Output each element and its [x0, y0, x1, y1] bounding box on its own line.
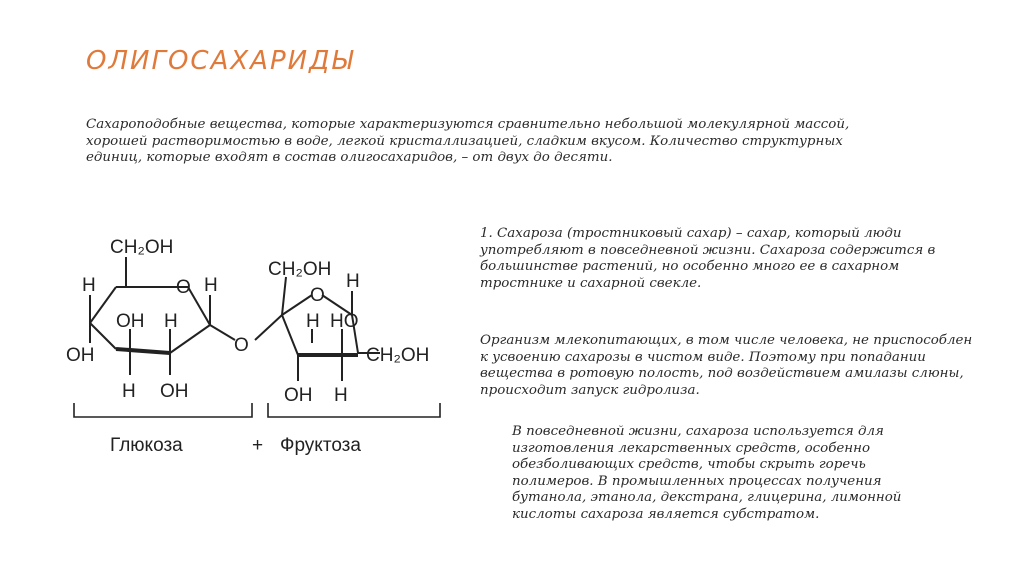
atom-oh-fructose-c3: OH — [284, 385, 313, 406]
plus-sign: + — [252, 435, 264, 456]
atom-h-glucose-c1: H — [204, 275, 218, 296]
paragraph-usage: В повседневной жизни, сахароза используется для изготовления лекарственных средств, особенно обезболивающих средств, чтобы скрыть горечь полимеров. В промышленных процессах получения бутанола, этанола, декстрана, глицерина, лимонной кислоты сахароза является субстратом. — [512, 424, 902, 522]
atom-oh-glucose-c4: OH — [116, 311, 145, 332]
glucose-label: Глюкоза — [110, 435, 183, 456]
intro-paragraph: Сахароподобные вещества, которые характеризуются сравнительно небольшой молекулярной массой, хорошей растворимостью в воде, легкой кристаллизацией, сладким вкусом. Количество структурных единиц, которые входят в состав олигосахаридов, – от двух до десяти. — [86, 117, 850, 165]
atom-oh-glucose-c3: OH — [66, 345, 95, 366]
atom-ch2oh-fructose-top: CH₂OH — [268, 259, 332, 280]
atom-o-glucose: O — [176, 277, 191, 298]
atom-h-glucose-c2: H — [164, 311, 178, 332]
atom-oh-glucose-c2: OH — [160, 381, 189, 402]
paragraph-sucrose-intro: 1. Сахароза (тростниковый сахар) – сахар, который люди употребляют в повседневной жизни. Сахароза содержится в большинстве растений, но особенно много ее в сахарном тростнике и сахарной свекле. — [480, 226, 936, 291]
atom-ch2oh-glucose: CH₂OH — [110, 237, 174, 258]
slide-title: ОЛИГОСАХАРИДЫ — [86, 46, 355, 76]
atom-h-glucose-c5: H — [82, 275, 96, 296]
atom-h-fructose-c5: H — [346, 271, 360, 292]
sucrose-structure-diagram — [60, 225, 460, 485]
fructose-label: Фруктоза — [280, 435, 361, 456]
atom-o-fructose: O — [310, 285, 325, 306]
atom-ch2oh-fructose-right: CH₂OH — [366, 345, 430, 366]
atom-o-glycosidic: O — [234, 335, 249, 356]
atom-h-glucose-c3: H — [122, 381, 136, 402]
brackets — [74, 403, 440, 417]
atom-h-fructose-c3: H — [306, 311, 320, 332]
atom-h-fructose-c4: H — [334, 385, 348, 406]
paragraph-digestion: Организм млекопитающих, в том числе человека, не приспособлен к усвоению сахарозы в чистом виде. Поэтому при попадании вещества в ротовую полость, под воздействием амилазы слюны, происходит запуск гидролиза. — [480, 333, 973, 398]
atom-ho-fructose: HO — [330, 311, 359, 332]
